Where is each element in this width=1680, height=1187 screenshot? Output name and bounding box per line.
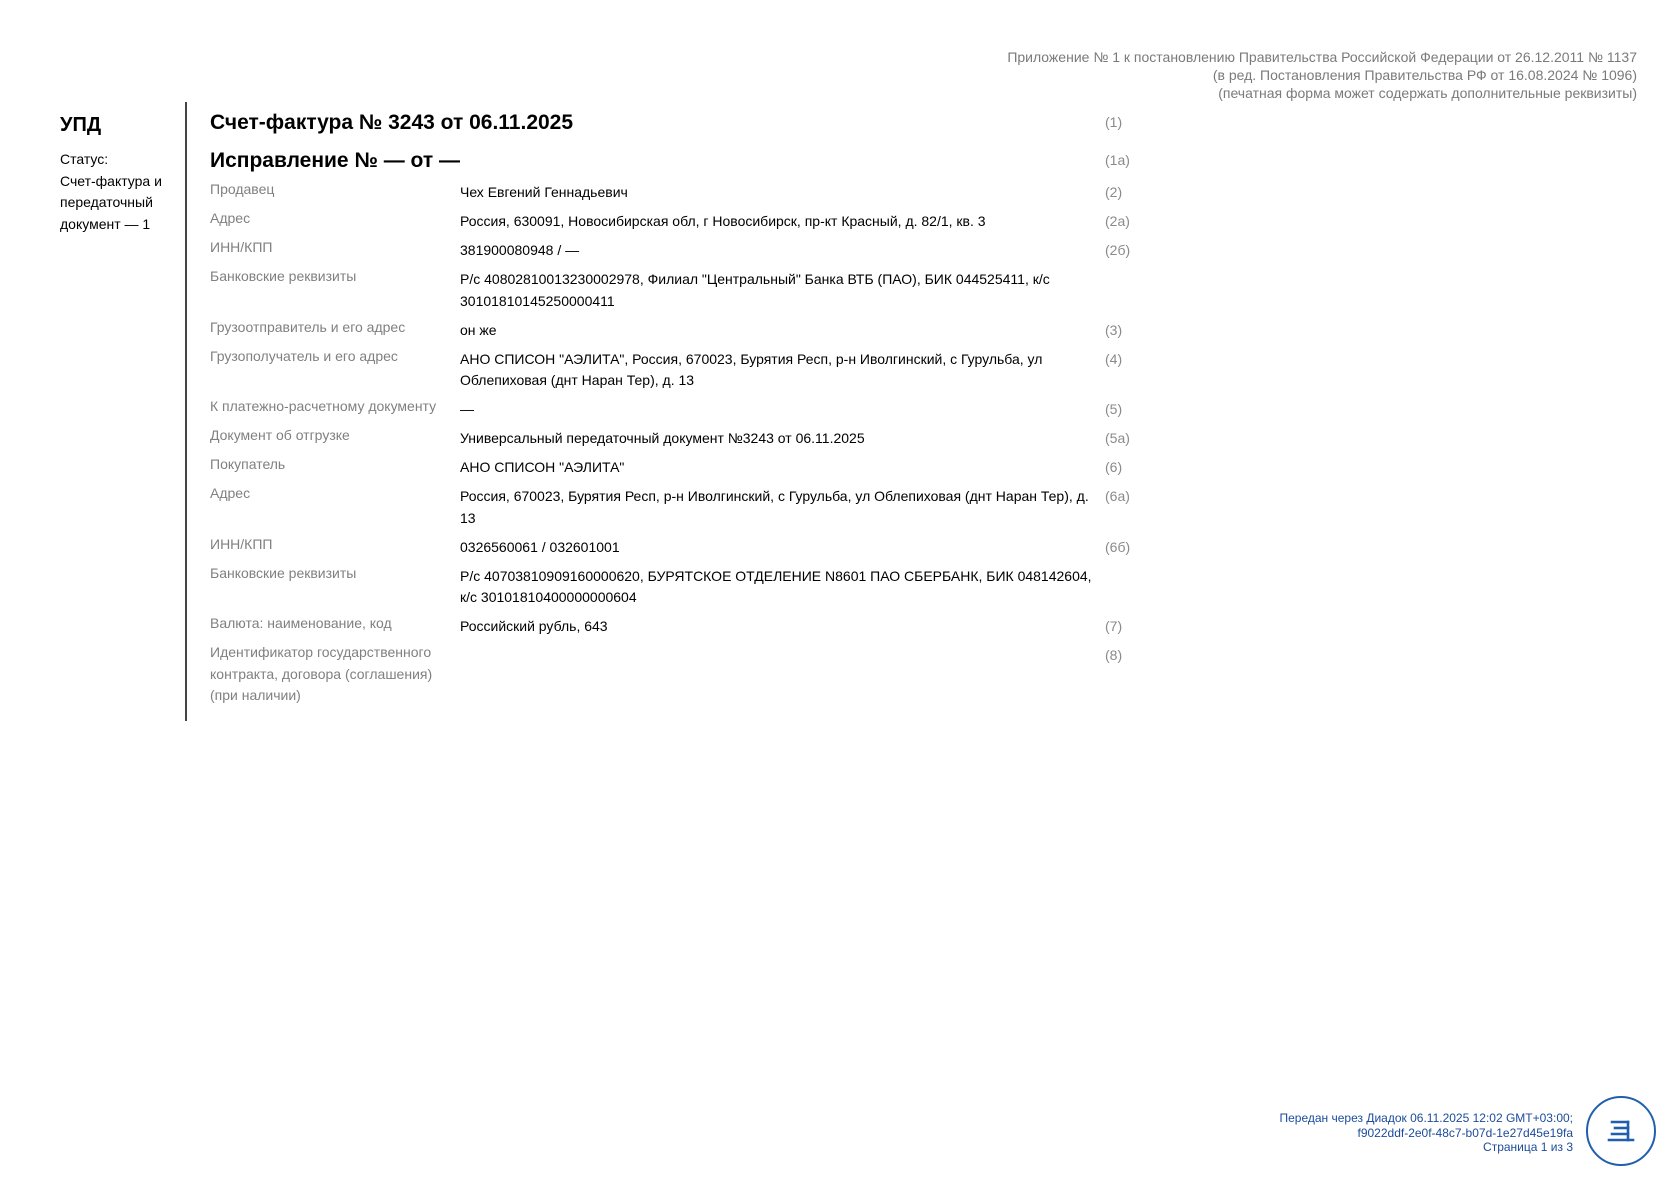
field-label: ИНН/КПП: [210, 535, 273, 552]
field-row-shipping-doc: [210, 428, 1140, 450]
field-value: Р/с 40802810013230002978, Филиал "Центральный" Банка ВТБ (ПАО), БИК 044525411, к/с 30101810145250000411: [460, 271, 1050, 309]
field-number: (3): [1105, 321, 1123, 338]
field-value: [460, 645, 1105, 707]
field-row-currency: [210, 616, 1140, 638]
correction-field-number: (1а): [1105, 152, 1130, 168]
field-label: Банковские реквизиты: [210, 564, 357, 581]
status-line-3: передаточный: [60, 194, 153, 210]
field-value: 381900080948 / —: [460, 242, 580, 258]
field-number: (5а): [1105, 430, 1130, 446]
field-value: Россия, 630091, Новосибирская обл, г Новосибирск, пр-кт Красный, д. 82/1, кв. 3: [460, 213, 986, 229]
field-label: Продавец: [210, 181, 275, 197]
invoice-body: [210, 110, 1140, 714]
field-number: (8): [1105, 647, 1123, 663]
field-value: 0326560061 / 032601001: [460, 538, 620, 555]
invoice-title-field-number: (1): [1105, 114, 1123, 130]
status-line-2: Счет-фактура и: [60, 172, 162, 189]
field-label: Валюта: наименование, код: [210, 615, 392, 631]
correction-row: [210, 148, 1140, 186]
invoice-title-row: [210, 110, 1140, 148]
invoice-fields: [210, 182, 1140, 707]
field-number: (2б): [1105, 242, 1131, 258]
field-label: К платежно-расчетному документу: [210, 398, 437, 414]
field-row-buyer-address: [210, 486, 1140, 529]
footer-page-number: Страница 1 из 3: [1483, 1140, 1573, 1154]
field-row-seller-inn: [210, 240, 1140, 262]
field-number: (2а): [1105, 213, 1130, 229]
field-number: [1105, 566, 1165, 609]
invoice-title: Счет-фактура № 3243 от 06.11.2025: [210, 111, 574, 134]
field-row-seller-bank: [210, 269, 1140, 312]
field-number: (6а): [1105, 488, 1130, 504]
legal-header-line-1: Приложение № 1 к постановлению Правительства Российской Федерации от 26.12.2011 № 1137: [1007, 49, 1637, 65]
document-status: [60, 149, 180, 235]
field-value: он же: [460, 321, 497, 338]
field-row-shipper: [210, 320, 1140, 342]
footer-transmitted-line: Передан через Диадок 06.11.2025 12:02 GMT+03:00;: [1279, 1111, 1573, 1125]
field-label: Документ об отгрузке: [210, 427, 350, 443]
field-number: [1105, 269, 1165, 312]
legal-header-line-3: (печатная форма может содержать дополнительные реквизиты): [1218, 85, 1637, 101]
field-number: (2): [1105, 184, 1123, 200]
field-row-payment-doc: [210, 399, 1140, 421]
field-row-consignee: [210, 349, 1140, 392]
field-number: (6): [1105, 459, 1123, 475]
field-row-seller-address: [210, 211, 1140, 233]
field-value: —: [460, 401, 474, 417]
legal-header-line-2: (в ред. Постановления Правительства РФ от 16.08.2024 № 1096): [1212, 67, 1637, 83]
field-number: (7): [1105, 618, 1123, 634]
field-row-buyer-bank: [210, 566, 1140, 609]
field-value: Чех Евгений Геннадьевич: [460, 184, 628, 200]
document-side-panel: [60, 114, 180, 235]
status-line-1: Статус:: [60, 151, 109, 167]
field-row-buyer: [210, 457, 1140, 479]
field-value: АНО СПИСОН "АЭЛИТА", Россия, 670023, Бурятия Респ, р-н Иволгинский, с Гурульба, ул Облепиховая (днт Наран Тер), д. 13: [460, 350, 1043, 388]
transmission-footer: [1279, 1111, 1573, 1155]
field-number: (4): [1105, 350, 1123, 367]
field-label: Адрес: [210, 485, 251, 501]
field-number: (6б): [1105, 538, 1131, 555]
footer-document-id: f9022ddf-2e0f-48c7-b07d-1e27d45e19fa: [1357, 1125, 1573, 1140]
field-row-contract-id: [210, 645, 1140, 707]
document-type-title: УПД: [60, 114, 102, 136]
field-value: Универсальный передаточный документ №3243 от 06.11.2025: [460, 430, 865, 446]
field-label: Грузоотправитель и его адрес: [210, 318, 406, 335]
correction-title: Исправление № — от —: [210, 149, 460, 172]
field-value: АНО СПИСОН "АЭЛИТА": [460, 459, 625, 475]
vertical-divider: [185, 102, 187, 721]
field-label: ИНН/КПП: [210, 239, 273, 255]
field-value: Россия, 670023, Бурятия Респ, р-н Иволгинский, с Гурульба, ул Облепиховая (днт Наран Тер), д. 13: [460, 488, 1089, 526]
field-number: (5): [1105, 401, 1123, 417]
field-value: Российский рубль, 643: [460, 618, 608, 634]
field-label: Идентификатор государственного контракта, договора (соглашения) (при наличии): [210, 644, 433, 703]
legal-header-note: [1007, 48, 1637, 102]
diadoc-logo-glyph: [1603, 1113, 1639, 1149]
status-line-4: документ — 1: [60, 215, 151, 232]
field-value: Р/с 40703810909160000620, БУРЯТСКОЕ ОТДЕЛЕНИЕ N8601 ПАО СБЕРБАНК, БИК 048142604, к/с 30101810400000000604: [460, 567, 1092, 605]
field-label: Покупатель: [210, 456, 286, 472]
diadoc-logo-icon: [1586, 1096, 1656, 1166]
field-label: Банковские реквизиты: [210, 268, 357, 284]
field-row-buyer-inn: [210, 537, 1140, 559]
field-label: Грузополучатель и его адрес: [210, 347, 398, 364]
field-label: Адрес: [210, 210, 251, 226]
